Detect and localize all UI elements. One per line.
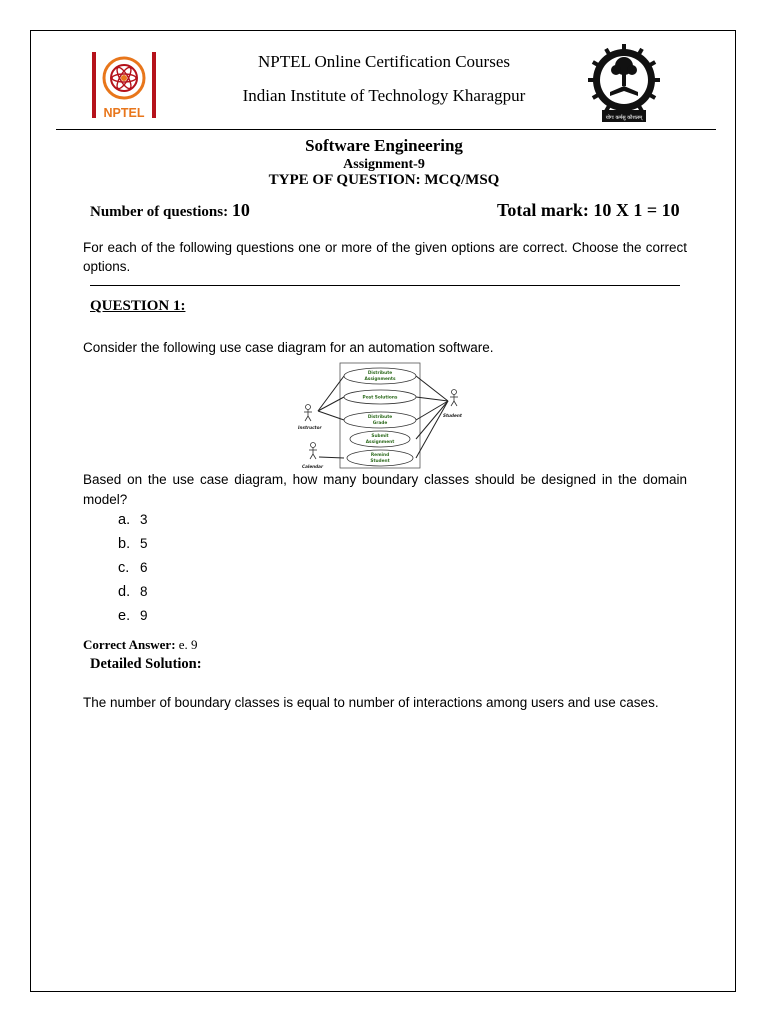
- number-of-questions-label: Number of questions: [90, 204, 224, 220]
- number-of-questions-value: 10: [231, 200, 250, 220]
- option-text: 9: [140, 608, 148, 623]
- instructions: For each of the following questions one or more of the given options are correct. Choose the correct options.: [83, 240, 687, 274]
- use-case-distribute-assignments-l2: Assignments: [364, 377, 396, 382]
- actor-instructor: Instructor: [298, 425, 322, 430]
- instructions-divider: [90, 285, 680, 286]
- solution-heading: Detailed Solution:: [90, 656, 202, 672]
- correct-answer: [83, 637, 198, 653]
- number-of-questions: Number of questions: 10: [90, 200, 250, 220]
- header-divider: [56, 129, 716, 130]
- question-heading: QUESTION 1:: [90, 298, 186, 314]
- correct-answer-label: Correct Answer:: [83, 637, 176, 652]
- option-label: b.: [118, 536, 131, 552]
- actor-student: Student: [443, 413, 462, 418]
- use-case-distribute-grade-l1: Distribute: [367, 415, 393, 420]
- option-a: [118, 512, 148, 528]
- use-case-remind-student-l1: Remind: [370, 453, 390, 458]
- assignment-number: Assignment-9: [343, 157, 425, 172]
- option-e: [118, 608, 148, 624]
- option-label: e.: [118, 608, 131, 624]
- option-text: 5: [140, 536, 148, 551]
- use-case-remind-student-l2: Student: [370, 459, 390, 464]
- question-prompt: Based on the use case diagram, how many boundary classes should be designed in the domain model?: [83, 472, 687, 507]
- correct-answer-value: e. 9: [178, 637, 198, 652]
- use-case-submit-assignment-l1: Submit: [371, 434, 389, 439]
- use-case-post-solutions: Post Solutions: [362, 395, 398, 401]
- option-c: [118, 560, 148, 576]
- nptel-logo-text: NPTEL: [103, 106, 145, 120]
- option-text: 8: [140, 584, 148, 599]
- org-title: NPTEL Online Certification Courses: [258, 52, 510, 71]
- total-mark: Total mark: 10 X 1 = 10: [497, 200, 680, 220]
- option-label: d.: [118, 584, 131, 600]
- course-title: Software Engineering: [305, 136, 463, 155]
- use-case-diagram: [298, 362, 474, 470]
- option-label: c.: [118, 560, 130, 576]
- question-intro: Consider the following use case diagram for an automation software.: [83, 340, 494, 355]
- solution-text: The number of boundary classes is equal to number of interactions among users and use cases.: [83, 695, 659, 710]
- option-label: a.: [118, 512, 131, 528]
- institute-name: Indian Institute of Technology Kharagpur: [242, 86, 526, 105]
- option-d: [118, 584, 148, 600]
- iit-logo-motto: योगः कर्मसु कौशलम्: [605, 115, 643, 121]
- option-text: 6: [140, 560, 148, 575]
- actor-calendar: Calendar: [302, 464, 324, 469]
- use-case-submit-assignment-l2: Assignment: [365, 440, 395, 445]
- option-b: [118, 536, 148, 552]
- question-type: TYPE OF QUESTION: MCQ/MSQ: [268, 172, 500, 188]
- use-case-distribute-grade-l2: Grade: [372, 421, 388, 426]
- option-text: 3: [140, 512, 148, 527]
- use-case-distribute-assignments-l1: Distribute: [367, 371, 393, 376]
